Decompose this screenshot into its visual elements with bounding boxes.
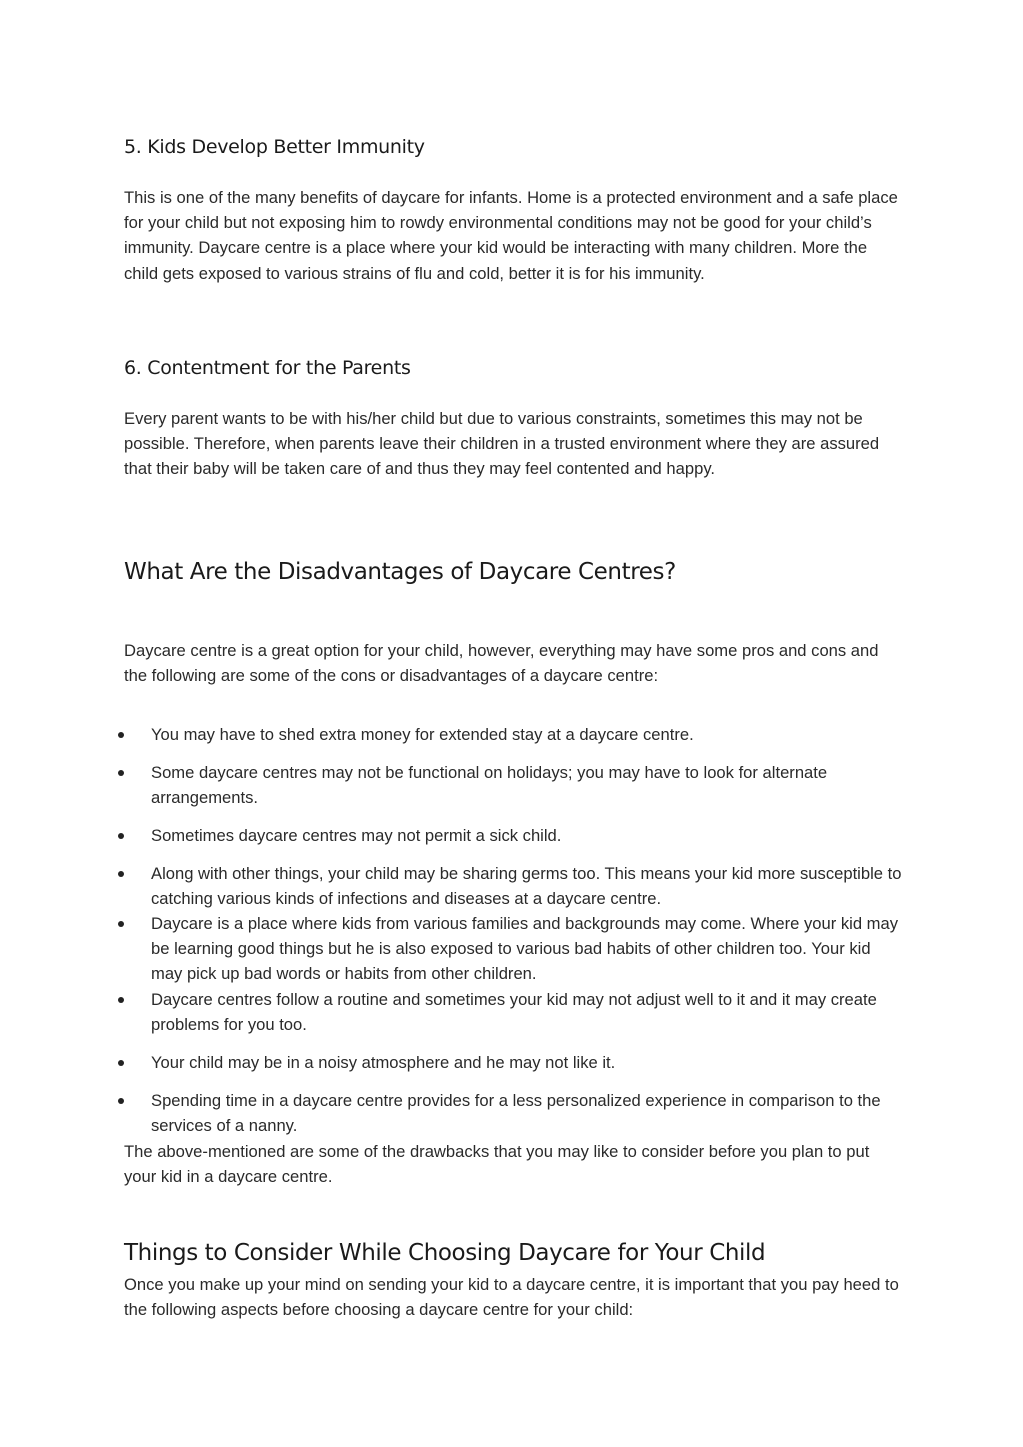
list-item-text: Spending time in a daycare centre provides for a less personalized experience in comparison to the services of a nanny. xyxy=(151,1091,881,1136)
bullet-icon xyxy=(118,732,124,738)
section-heading-contentment: 6. Contentment for the Parents xyxy=(124,357,411,379)
list-item-text: Your child may be in a noisy atmosphere and he may not like it. xyxy=(151,1053,616,1072)
list-item-text: Daycare centres follow a routine and sometimes your kid may not adjust well to it and it may create problems for you too. xyxy=(151,990,877,1035)
bullet-icon xyxy=(118,997,124,1003)
paragraph-disadvantages-intro: Daycare centre is a great option for your child, however, everything may have some pros and cons and the following are some of the cons or disadvantages of a daycare centre: xyxy=(124,641,879,686)
section-heading-immunity: 5. Kids Develop Better Immunity xyxy=(124,136,425,158)
bullet-icon xyxy=(118,1060,124,1066)
list-item-text: You may have to shed extra money for extended stay at a daycare centre. xyxy=(151,725,694,744)
section-heading-disadvantages: What Are the Disadvantages of Daycare Centres? xyxy=(124,559,676,585)
paragraph-disadvantages-conclusion: The above-mentioned are some of the drawbacks that you may like to consider before you plan to put your kid in a daycare centre. xyxy=(124,1142,870,1187)
list-item-text: Along with other things, your child may be sharing germs too. This means your kid more susceptible to catching various kinds of infections and diseases at a daycare centre. xyxy=(151,864,902,909)
list-item xyxy=(124,911,904,987)
list-item xyxy=(124,760,904,810)
bullet-icon xyxy=(118,833,124,839)
list-item-text: Some daycare centres may not be functional on holidays; you may have to look for alternate arrangements. xyxy=(151,763,828,808)
paragraph-immunity: This is one of the many benefits of daycare for infants. Home is a protected environment and a safe place for your child but not exposing him to rowdy environmental conditions may not be good for your child’s immunity. Daycare centre is a place where your kid would be interacting with many children. More the child gets exposed to various strains of flu and cold, better it is for his immunity. xyxy=(124,188,898,283)
list-item xyxy=(124,1050,904,1075)
list-item xyxy=(124,861,904,911)
bullet-icon xyxy=(118,770,124,776)
paragraph-contentment: Every parent wants to be with his/her child but due to various constraints, sometimes this may not be possible. Therefore, when parents leave their children in a trusted environment where they are assured that their baby will be taken care of and thus they may feel contented and happy. xyxy=(124,409,880,479)
list-item-text: Sometimes daycare centres may not permit a sick child. xyxy=(151,826,562,845)
list-item xyxy=(124,823,904,848)
bullet-icon xyxy=(118,921,124,927)
list-item xyxy=(124,1088,904,1138)
bullet-icon xyxy=(118,1098,124,1104)
section-heading-choosing: Things to Consider While Choosing Daycare for Your Child xyxy=(124,1240,766,1266)
list-item xyxy=(124,987,904,1037)
bullet-icon xyxy=(118,871,124,877)
list-item xyxy=(124,722,904,747)
paragraph-choosing: Once you make up your mind on sending your kid to a daycare centre, it is important that you pay heed to the following aspects before choosing a daycare centre for your child: xyxy=(124,1275,899,1320)
list-item-text: Daycare is a place where kids from various families and backgrounds may come. Where your kid may be learning good things but he is also exposed to various bad habits of other children too. Your kid may pick up bad words or habits from other children. xyxy=(151,914,899,984)
